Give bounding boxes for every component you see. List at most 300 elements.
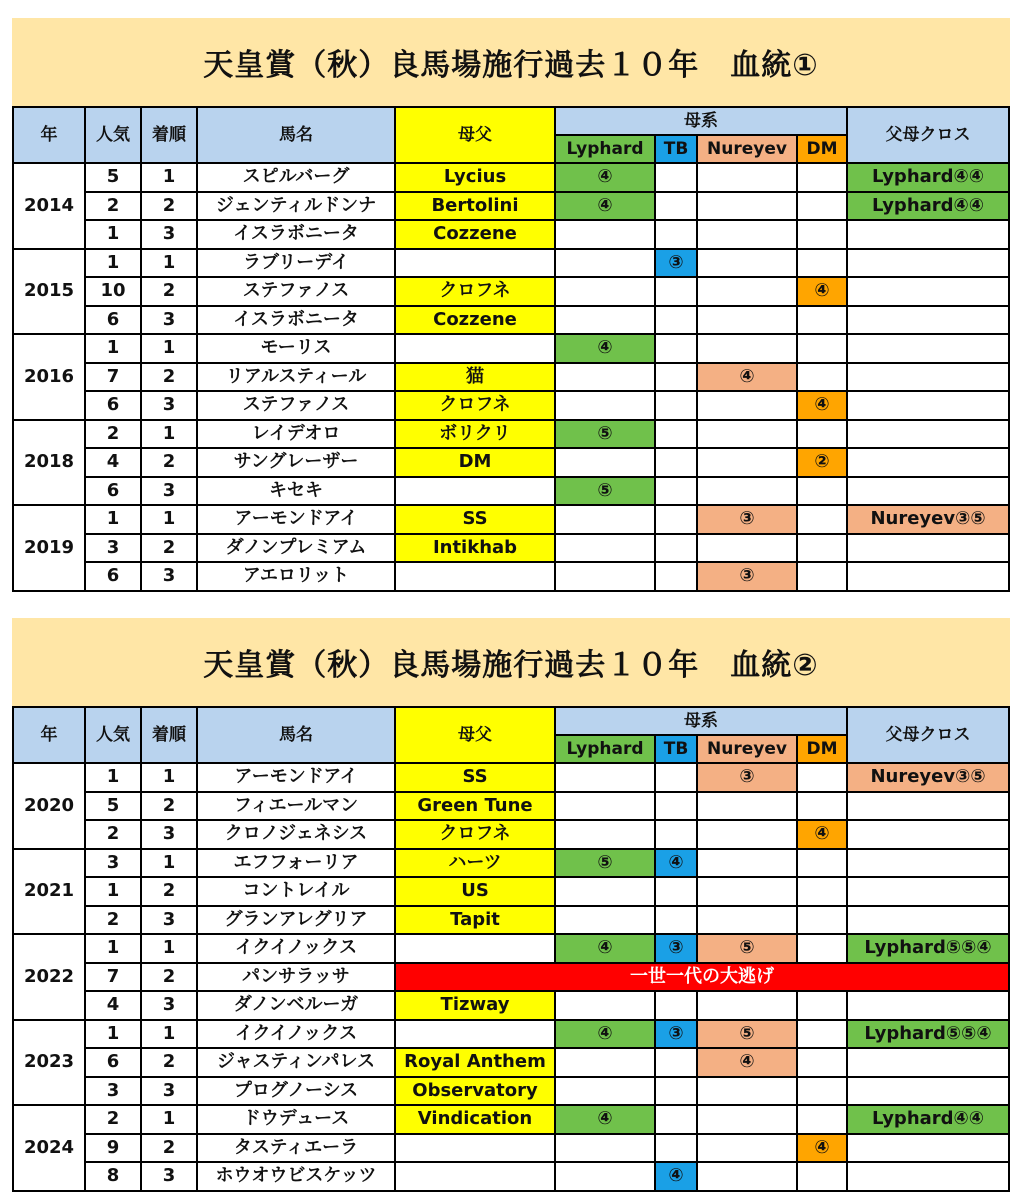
finish-cell: 3 bbox=[141, 562, 197, 591]
header-female-line: 母系 bbox=[555, 707, 847, 735]
cross-cell: Lyphard④④ bbox=[847, 192, 1009, 221]
year-cell: 2022 bbox=[13, 934, 85, 1020]
dm-cell bbox=[797, 906, 847, 935]
cross-cell bbox=[847, 391, 1009, 420]
tb-cell bbox=[655, 477, 697, 506]
nureyev-cell bbox=[697, 1105, 797, 1134]
dm-cell bbox=[797, 477, 847, 506]
horse-name-cell: リアルスティール bbox=[197, 363, 395, 392]
dm-cell bbox=[797, 1048, 847, 1077]
year-cell: 2015 bbox=[13, 249, 85, 335]
damsire-cell: US bbox=[395, 877, 555, 906]
dm-cell: ② bbox=[797, 448, 847, 477]
cross-cell bbox=[847, 277, 1009, 306]
popularity-cell: 6 bbox=[85, 1048, 141, 1077]
finish-cell: 2 bbox=[141, 1048, 197, 1077]
nureyev-cell bbox=[697, 877, 797, 906]
dm-cell bbox=[797, 991, 847, 1020]
damsire-cell: クロフネ bbox=[395, 820, 555, 849]
nureyev-cell bbox=[697, 849, 797, 878]
year-cell: 2018 bbox=[13, 420, 85, 506]
damsire-cell: Vindication bbox=[395, 1105, 555, 1134]
lyphard-cell bbox=[555, 877, 655, 906]
damsire-cell: Cozzene bbox=[395, 220, 555, 249]
popularity-cell: 1 bbox=[85, 1020, 141, 1049]
damsire-cell: Observatory bbox=[395, 1077, 555, 1106]
popularity-cell: 6 bbox=[85, 306, 141, 335]
table-row bbox=[13, 391, 1009, 420]
cross-cell bbox=[847, 906, 1009, 935]
popularity-cell: 9 bbox=[85, 1134, 141, 1163]
cross-cell bbox=[847, 1134, 1009, 1163]
lyphard-cell: ④ bbox=[555, 163, 655, 192]
tb-cell bbox=[655, 391, 697, 420]
cross-cell: Lyphard④④ bbox=[847, 163, 1009, 192]
dm-cell bbox=[797, 505, 847, 534]
tb-cell bbox=[655, 1077, 697, 1106]
horse-name-cell: ダノンプレミアム bbox=[197, 534, 395, 563]
lyphard-cell bbox=[555, 505, 655, 534]
damsire-cell: 猫 bbox=[395, 363, 555, 392]
popularity-cell: 6 bbox=[85, 562, 141, 591]
cross-cell bbox=[847, 820, 1009, 849]
cross-cell bbox=[847, 562, 1009, 591]
table-row bbox=[13, 963, 1009, 992]
tb-cell bbox=[655, 420, 697, 449]
horse-name-cell: アエロリット bbox=[197, 562, 395, 591]
header-year: 年 bbox=[13, 707, 85, 763]
nureyev-cell bbox=[697, 1162, 797, 1191]
year-cell: 2023 bbox=[13, 1020, 85, 1106]
cross-cell: Nureyev③⑤ bbox=[847, 505, 1009, 534]
finish-cell: 3 bbox=[141, 477, 197, 506]
header-popularity: 人気 bbox=[85, 707, 141, 763]
nureyev-cell bbox=[697, 991, 797, 1020]
finish-cell: 1 bbox=[141, 249, 197, 278]
dm-cell bbox=[797, 306, 847, 335]
nureyev-cell bbox=[697, 477, 797, 506]
dm-cell bbox=[797, 763, 847, 792]
finish-cell: 2 bbox=[141, 963, 197, 992]
lyphard-cell bbox=[555, 391, 655, 420]
dm-cell bbox=[797, 192, 847, 221]
finish-cell: 3 bbox=[141, 1162, 197, 1191]
cross-cell bbox=[847, 220, 1009, 249]
header-tb: TB bbox=[655, 735, 697, 763]
cross-cell: Lyphard⑤⑤④ bbox=[847, 934, 1009, 963]
nureyev-cell: ③ bbox=[697, 562, 797, 591]
nureyev-cell: ④ bbox=[697, 1048, 797, 1077]
tb-cell bbox=[655, 763, 697, 792]
year-cell: 2014 bbox=[13, 163, 85, 249]
damsire-cell: SS bbox=[395, 763, 555, 792]
nureyev-cell bbox=[697, 277, 797, 306]
popularity-cell: 1 bbox=[85, 249, 141, 278]
table-2-title: 天皇賞（秋）良馬場施行過去１０年 血統② bbox=[12, 618, 1010, 706]
damsire-cell: クロフネ bbox=[395, 277, 555, 306]
lyphard-cell bbox=[555, 1077, 655, 1106]
header-nureyev: Nureyev bbox=[697, 135, 797, 163]
nureyev-cell bbox=[697, 420, 797, 449]
damsire-cell: ハーツ bbox=[395, 849, 555, 878]
table-row bbox=[13, 1077, 1009, 1106]
dm-cell: ④ bbox=[797, 391, 847, 420]
horse-name-cell: ホウオウビスケッツ bbox=[197, 1162, 395, 1191]
lyphard-cell bbox=[555, 220, 655, 249]
popularity-cell: 8 bbox=[85, 1162, 141, 1191]
tb-cell bbox=[655, 792, 697, 821]
dm-cell bbox=[797, 1105, 847, 1134]
damsire-cell bbox=[395, 249, 555, 278]
popularity-cell: 6 bbox=[85, 477, 141, 506]
cross-cell: Lyphard⑤⑤④ bbox=[847, 1020, 1009, 1049]
lyphard-cell bbox=[555, 1134, 655, 1163]
tb-cell bbox=[655, 363, 697, 392]
popularity-cell: 3 bbox=[85, 534, 141, 563]
finish-cell: 1 bbox=[141, 763, 197, 792]
table-row bbox=[13, 334, 1009, 363]
table-row bbox=[13, 934, 1009, 963]
popularity-cell: 2 bbox=[85, 906, 141, 935]
header-nureyev: Nureyev bbox=[697, 735, 797, 763]
dm-cell bbox=[797, 249, 847, 278]
horse-name-cell: エフフォーリア bbox=[197, 849, 395, 878]
popularity-cell: 1 bbox=[85, 763, 141, 792]
table-row bbox=[13, 820, 1009, 849]
lyphard-cell bbox=[555, 1162, 655, 1191]
popularity-cell: 4 bbox=[85, 448, 141, 477]
table-row bbox=[13, 277, 1009, 306]
finish-cell: 1 bbox=[141, 505, 197, 534]
year-cell: 2020 bbox=[13, 763, 85, 849]
finish-cell: 3 bbox=[141, 220, 197, 249]
dm-cell: ④ bbox=[797, 277, 847, 306]
damsire-cell bbox=[395, 334, 555, 363]
damsire-cell bbox=[395, 1162, 555, 1191]
finish-cell: 2 bbox=[141, 363, 197, 392]
damsire-cell: Intikhab bbox=[395, 534, 555, 563]
year-cell: 2019 bbox=[13, 505, 85, 591]
horse-name-cell: サングレーザー bbox=[197, 448, 395, 477]
lyphard-cell: ④ bbox=[555, 334, 655, 363]
table-row bbox=[13, 849, 1009, 878]
tb-cell: ③ bbox=[655, 249, 697, 278]
tb-cell bbox=[655, 1048, 697, 1077]
header-damsire: 母父 bbox=[395, 707, 555, 763]
horse-name-cell: スピルバーグ bbox=[197, 163, 395, 192]
horse-name-cell: フィエールマン bbox=[197, 792, 395, 821]
cross-cell bbox=[847, 249, 1009, 278]
finish-cell: 2 bbox=[141, 792, 197, 821]
dm-cell bbox=[797, 792, 847, 821]
cross-cell: Lyphard④④ bbox=[847, 1105, 1009, 1134]
tb-cell bbox=[655, 534, 697, 563]
damsire-cell: DM bbox=[395, 448, 555, 477]
damsire-cell: Tizway bbox=[395, 991, 555, 1020]
cross-cell bbox=[847, 1162, 1009, 1191]
table-row bbox=[13, 562, 1009, 591]
nureyev-cell: ⑤ bbox=[697, 934, 797, 963]
horse-name-cell: パンサラッサ bbox=[197, 963, 395, 992]
table-row bbox=[13, 306, 1009, 335]
lyphard-cell bbox=[555, 991, 655, 1020]
cross-cell bbox=[847, 849, 1009, 878]
lyphard-cell: ④ bbox=[555, 1020, 655, 1049]
damsire-cell bbox=[395, 562, 555, 591]
horse-name-cell: キセキ bbox=[197, 477, 395, 506]
popularity-cell: 2 bbox=[85, 192, 141, 221]
dm-cell bbox=[797, 163, 847, 192]
cross-cell bbox=[847, 363, 1009, 392]
nureyev-cell: ⑤ bbox=[697, 1020, 797, 1049]
header-finish: 着順 bbox=[141, 707, 197, 763]
tb-cell bbox=[655, 192, 697, 221]
header-tb: TB bbox=[655, 135, 697, 163]
header-popularity: 人気 bbox=[85, 107, 141, 163]
table-row bbox=[13, 220, 1009, 249]
lyphard-cell: ④ bbox=[555, 192, 655, 221]
table-row bbox=[13, 1048, 1009, 1077]
table-row bbox=[13, 877, 1009, 906]
cross-cell bbox=[847, 792, 1009, 821]
finish-cell: 2 bbox=[141, 877, 197, 906]
tb-cell bbox=[655, 1134, 697, 1163]
cross-cell bbox=[847, 306, 1009, 335]
damsire-cell: Lycius bbox=[395, 163, 555, 192]
nureyev-cell bbox=[697, 792, 797, 821]
table-row bbox=[13, 763, 1009, 792]
nureyev-cell: ③ bbox=[697, 505, 797, 534]
header-dm: DM bbox=[797, 135, 847, 163]
nureyev-cell bbox=[697, 249, 797, 278]
horse-name-cell: ジャスティンパレス bbox=[197, 1048, 395, 1077]
lyphard-cell: ⑤ bbox=[555, 477, 655, 506]
finish-cell: 2 bbox=[141, 277, 197, 306]
tb-cell bbox=[655, 877, 697, 906]
popularity-cell: 3 bbox=[85, 1077, 141, 1106]
tb-cell bbox=[655, 991, 697, 1020]
lyphard-cell bbox=[555, 763, 655, 792]
popularity-cell: 7 bbox=[85, 363, 141, 392]
table-row bbox=[13, 991, 1009, 1020]
horse-name-cell: イクイノックス bbox=[197, 934, 395, 963]
dm-cell bbox=[797, 562, 847, 591]
table-row bbox=[13, 792, 1009, 821]
finish-cell: 2 bbox=[141, 534, 197, 563]
popularity-cell: 2 bbox=[85, 820, 141, 849]
header-horse-name: 馬名 bbox=[197, 707, 395, 763]
popularity-cell: 1 bbox=[85, 877, 141, 906]
horse-name-cell: イスラボニータ bbox=[197, 306, 395, 335]
finish-cell: 1 bbox=[141, 849, 197, 878]
lyphard-cell bbox=[555, 820, 655, 849]
lyphard-cell: ④ bbox=[555, 934, 655, 963]
damsire-cell bbox=[395, 934, 555, 963]
header-finish: 着順 bbox=[141, 107, 197, 163]
finish-cell: 1 bbox=[141, 1105, 197, 1134]
cross-cell bbox=[847, 477, 1009, 506]
year-cell: 2021 bbox=[13, 849, 85, 935]
pedigree-table-1 bbox=[12, 106, 1010, 592]
nureyev-cell bbox=[697, 306, 797, 335]
table-row bbox=[13, 363, 1009, 392]
tb-cell bbox=[655, 906, 697, 935]
dm-cell bbox=[797, 877, 847, 906]
cross-cell bbox=[847, 877, 1009, 906]
finish-cell: 2 bbox=[141, 1134, 197, 1163]
horse-name-cell: アーモンドアイ bbox=[197, 505, 395, 534]
damsire-cell: SS bbox=[395, 505, 555, 534]
nureyev-cell: ③ bbox=[697, 763, 797, 792]
tb-cell bbox=[655, 820, 697, 849]
header-lyphard: Lyphard bbox=[555, 135, 655, 163]
finish-cell: 3 bbox=[141, 391, 197, 420]
damsire-cell bbox=[395, 1020, 555, 1049]
popularity-cell: 5 bbox=[85, 792, 141, 821]
finish-cell: 3 bbox=[141, 1077, 197, 1106]
table-row bbox=[13, 906, 1009, 935]
nureyev-cell bbox=[697, 448, 797, 477]
cross-cell: Nureyev③⑤ bbox=[847, 763, 1009, 792]
cross-cell bbox=[847, 1048, 1009, 1077]
table-row bbox=[13, 420, 1009, 449]
dm-cell bbox=[797, 849, 847, 878]
finish-cell: 1 bbox=[141, 420, 197, 449]
nureyev-cell bbox=[697, 820, 797, 849]
cross-cell bbox=[847, 448, 1009, 477]
tb-cell bbox=[655, 306, 697, 335]
dm-cell bbox=[797, 1077, 847, 1106]
finish-cell: 1 bbox=[141, 1020, 197, 1049]
dm-cell bbox=[797, 334, 847, 363]
finish-cell: 1 bbox=[141, 334, 197, 363]
tb-cell bbox=[655, 562, 697, 591]
finish-cell: 3 bbox=[141, 991, 197, 1020]
tb-cell bbox=[655, 277, 697, 306]
lyphard-cell bbox=[555, 906, 655, 935]
header-year: 年 bbox=[13, 107, 85, 163]
table-row bbox=[13, 192, 1009, 221]
damsire-cell: Tapit bbox=[395, 906, 555, 935]
dm-cell bbox=[797, 934, 847, 963]
nureyev-cell bbox=[697, 906, 797, 935]
finish-cell: 3 bbox=[141, 306, 197, 335]
horse-name-cell: ドウデュース bbox=[197, 1105, 395, 1134]
popularity-cell: 4 bbox=[85, 991, 141, 1020]
cross-cell bbox=[847, 334, 1009, 363]
nureyev-cell bbox=[697, 192, 797, 221]
popularity-cell: 1 bbox=[85, 220, 141, 249]
tb-cell bbox=[655, 505, 697, 534]
horse-name-cell: ステファノス bbox=[197, 277, 395, 306]
lyphard-cell bbox=[555, 363, 655, 392]
damsire-cell: クロフネ bbox=[395, 391, 555, 420]
table-row bbox=[13, 1134, 1009, 1163]
horse-name-cell: グランアレグリア bbox=[197, 906, 395, 935]
nureyev-cell bbox=[697, 163, 797, 192]
nureyev-cell bbox=[697, 1134, 797, 1163]
dm-cell bbox=[797, 534, 847, 563]
header-damsire: 母父 bbox=[395, 107, 555, 163]
pedigree-table-2 bbox=[12, 706, 1010, 1192]
table-row bbox=[13, 1105, 1009, 1134]
nureyev-cell bbox=[697, 391, 797, 420]
table-row bbox=[13, 477, 1009, 506]
tb-cell bbox=[655, 220, 697, 249]
lyphard-cell bbox=[555, 306, 655, 335]
popularity-cell: 7 bbox=[85, 963, 141, 992]
popularity-cell: 2 bbox=[85, 420, 141, 449]
lyphard-cell bbox=[555, 277, 655, 306]
popularity-cell: 1 bbox=[85, 334, 141, 363]
damsire-cell: Green Tune bbox=[395, 792, 555, 821]
table-row bbox=[13, 448, 1009, 477]
popularity-cell: 10 bbox=[85, 277, 141, 306]
damsire-cell bbox=[395, 1134, 555, 1163]
tb-cell bbox=[655, 448, 697, 477]
lyphard-cell bbox=[555, 1048, 655, 1077]
popularity-cell: 3 bbox=[85, 849, 141, 878]
horse-name-cell: ダノンベルーガ bbox=[197, 991, 395, 1020]
dm-cell bbox=[797, 1162, 847, 1191]
horse-name-cell: コントレイル bbox=[197, 877, 395, 906]
year-cell: 2016 bbox=[13, 334, 85, 420]
damsire-cell: Bertolini bbox=[395, 192, 555, 221]
table-row bbox=[13, 249, 1009, 278]
horse-name-cell: ジェンティルドンナ bbox=[197, 192, 395, 221]
header-lyphard: Lyphard bbox=[555, 735, 655, 763]
header-horse-name: 馬名 bbox=[197, 107, 395, 163]
table-row bbox=[13, 1162, 1009, 1191]
tb-cell: ④ bbox=[655, 849, 697, 878]
lyphard-cell: ⑤ bbox=[555, 849, 655, 878]
dm-cell: ④ bbox=[797, 820, 847, 849]
table-row bbox=[13, 163, 1009, 192]
table-row bbox=[13, 534, 1009, 563]
cross-cell bbox=[847, 534, 1009, 563]
popularity-cell: 5 bbox=[85, 163, 141, 192]
horse-name-cell: アーモンドアイ bbox=[197, 763, 395, 792]
horse-name-cell: ステファノス bbox=[197, 391, 395, 420]
cross-cell bbox=[847, 420, 1009, 449]
horse-name-cell: プログノーシス bbox=[197, 1077, 395, 1106]
horse-name-cell: クロノジェネシス bbox=[197, 820, 395, 849]
dm-cell bbox=[797, 363, 847, 392]
horse-name-cell: レイデオロ bbox=[197, 420, 395, 449]
popularity-cell: 2 bbox=[85, 1105, 141, 1134]
table-row bbox=[13, 1020, 1009, 1049]
tb-cell bbox=[655, 334, 697, 363]
header-cross: 父母クロス bbox=[847, 107, 1009, 163]
nureyev-cell: ④ bbox=[697, 363, 797, 392]
lyphard-cell bbox=[555, 534, 655, 563]
damsire-cell: Royal Anthem bbox=[395, 1048, 555, 1077]
tb-cell: ③ bbox=[655, 934, 697, 963]
popularity-cell: 1 bbox=[85, 934, 141, 963]
nureyev-cell bbox=[697, 534, 797, 563]
header-female-line: 母系 bbox=[555, 107, 847, 135]
finish-cell: 2 bbox=[141, 448, 197, 477]
horse-name-cell: イスラボニータ bbox=[197, 220, 395, 249]
dm-cell bbox=[797, 420, 847, 449]
lyphard-cell bbox=[555, 249, 655, 278]
tb-cell bbox=[655, 1105, 697, 1134]
tb-cell: ④ bbox=[655, 1162, 697, 1191]
tb-cell bbox=[655, 163, 697, 192]
nureyev-cell bbox=[697, 1077, 797, 1106]
horse-name-cell: タスティエーラ bbox=[197, 1134, 395, 1163]
tb-cell: ③ bbox=[655, 1020, 697, 1049]
